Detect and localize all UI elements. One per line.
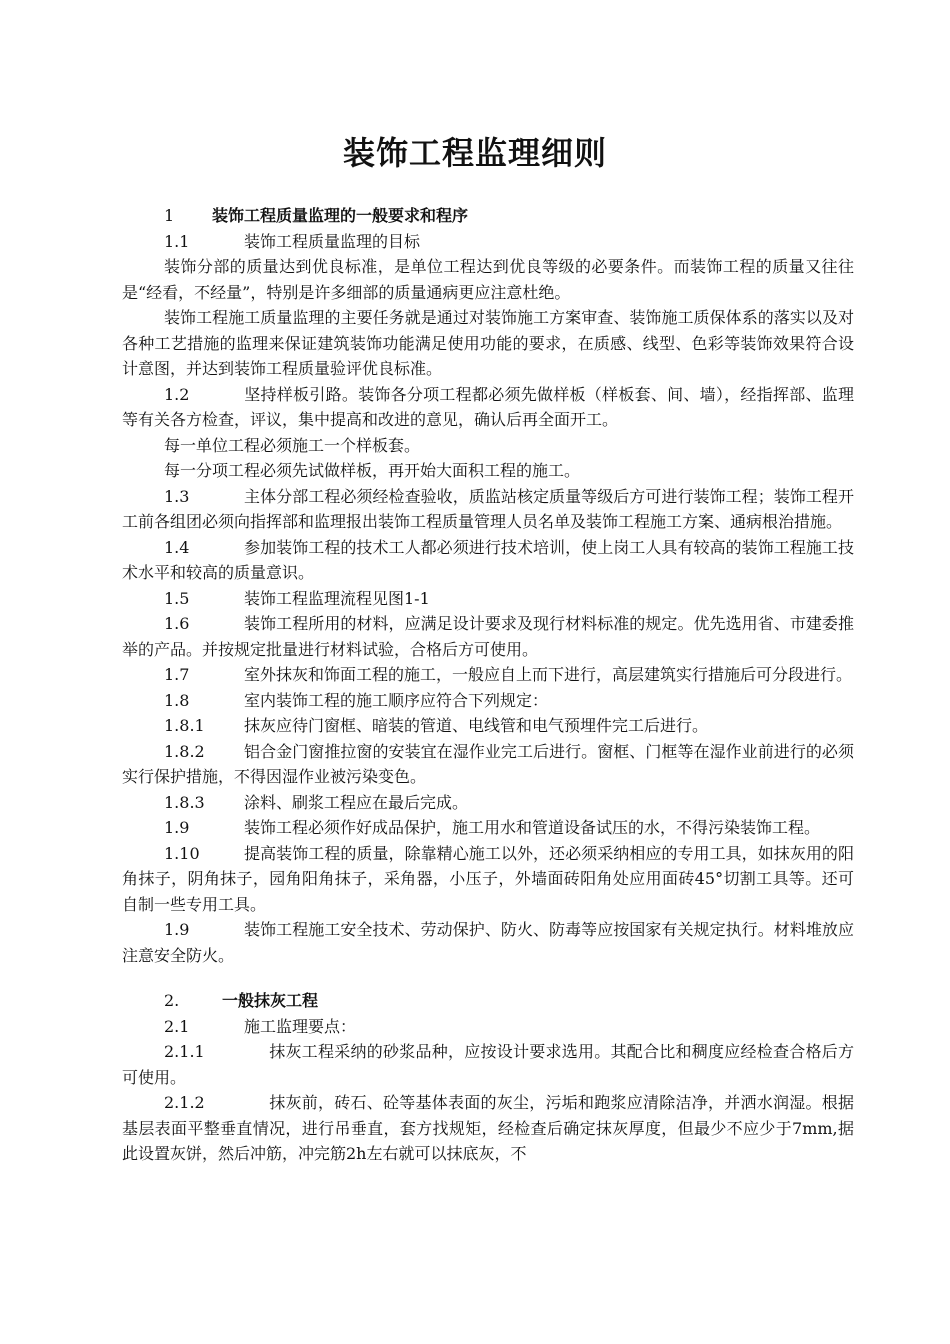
clause-text: 提高装饰工程的质量，除靠精心施工以外，还必须采纳相应的专用工具，如抹灰用的阳角抹子，阴角抹子，园角阳角抹子，采角器，小压子，外墙面砖阳角处应用面砖45°切割工具等。还可自制一些专用工具。: [122, 843, 854, 914]
clause-text: 装饰分部的质量达到优良标准，是单位工程达到优良等级的必要条件。而装饰工程的质量又往往是“经看，不经量”，特别是许多细部的质量通病更应注意杜绝。: [122, 257, 854, 302]
paragraph: [122, 382, 854, 433]
clause-text: 室外抹灰和饰面工程的施工，一般应自上而下进行，高层建筑实行措施后可分段进行。: [244, 665, 853, 684]
clause-number: 1.1: [164, 231, 190, 251]
clause-number: 1.9: [164, 920, 190, 939]
paragraph: [122, 433, 854, 459]
paragraph: [122, 305, 854, 382]
section-title: 一般抹灰工程: [222, 991, 319, 1010]
paragraph: [122, 1014, 854, 1040]
clause-number: 1.9: [164, 818, 190, 837]
clause-number: 1.8.2: [164, 741, 205, 761]
paragraph: [122, 713, 854, 739]
clause-text: 装饰工程施工质量监理的主要任务就是通过对装饰施工方案审查、装饰施工质保体系的落实以及对各种工艺措施的监理来保证建筑装饰功能满足使用功能的要求，在质感、线型、色彩等装饰效果符合设计意图，并达到装饰工程质量验评优良标准。: [122, 308, 854, 378]
clause-number: 1.10: [164, 843, 200, 863]
clause-number: 1.6: [164, 614, 190, 633]
clause-number: 1.2: [164, 384, 190, 404]
document-title: 装饰工程监理细则: [342, 134, 607, 172]
clause-text: 主体分部工程必须经检查验收，质监站核定质量等级后方可进行装饰工程；装饰工程开工前各组团必须向指挥部和监理报出装饰工程质量管理人员名单及装饰工程施工方案、通病根治措施。: [122, 486, 854, 531]
clause-number: 2.1: [164, 1016, 190, 1036]
paragraph: [122, 662, 854, 688]
paragraph: [122, 535, 854, 586]
paragraph: [122, 611, 854, 662]
paragraph: [122, 1090, 854, 1167]
clause-text: 坚持样板引路。装饰各分项工程都必须先做样板（样板套、间、墙），经指挥部、监理等有关各方检查，评议，集中提高和改进的意见，确认后再全面开工。: [122, 384, 854, 429]
clause-text: 抹灰应待门窗框、暗装的管道、电线管和电气预埋件完工后进行。: [244, 716, 709, 735]
paragraph: [122, 458, 854, 484]
section-number: 1: [164, 206, 175, 225]
clause-number: 2.1.2: [164, 1093, 205, 1112]
paragraph: [122, 254, 854, 305]
paragraph: [122, 841, 854, 918]
clause-text: 参加装饰工程的技术工人都必须进行技术培训，使上岗工人具有较高的装饰工程施工技术水平和较高的质量意识。: [122, 537, 854, 582]
clause-text: 每一分项工程必须先试做样板，再开始大面积工程的施工。: [164, 461, 581, 480]
clause-text: 装饰工程必须作好成品保护，施工用水和管道设备试压的水，不得污染装饰工程。: [244, 818, 821, 837]
clause-text: 装饰工程施工安全技术、劳动保护、防火、防毒等应按国家有关规定执行。材料堆放应注意安全防火。: [122, 920, 854, 965]
clause-text: 每一单位工程必须施工一个样板套。: [164, 435, 421, 455]
section-title: 装饰工程质量监理的一般要求和程序: [212, 206, 469, 225]
clause-number: 1.8.3: [164, 792, 205, 812]
clause-text: 装饰工程质量监理的目标: [244, 231, 421, 251]
paragraph: [122, 790, 854, 816]
clause-text: 涂料、刷浆工程应在最后完成。: [244, 792, 469, 812]
clause-number: 1.3: [164, 486, 190, 506]
clause-text: 抹灰工程采纳的砂浆品种，应按设计要求选用。其配合比和稠度应经检查合格后方可使用。: [122, 1042, 854, 1087]
section-number: 2.: [164, 991, 180, 1010]
section-gap: [122, 968, 854, 988]
clause-text: 室内装饰工程的施工顺序应符合下列规定：: [244, 690, 549, 710]
clause-number: 1.8: [164, 690, 190, 710]
clause-number: 1.4: [164, 537, 190, 557]
paragraph: [122, 739, 854, 790]
paragraph: [122, 917, 854, 968]
paragraph: [122, 815, 854, 841]
clause-text: 抹灰前，砖石、砼等基体表面的灰尘，污垢和跑浆应清除洁净，并洒水润湿。根据基层表面平整垂直情况，进行吊垂直，套方找规矩，经检查后确定抹灰厚度，但最少不应少于7mm,据此设置灰饼，然后冲筋，冲完筋2h左右就可以抹底灰，不: [122, 1093, 854, 1163]
paragraph: [122, 484, 854, 535]
clause-number: 1.5: [164, 588, 190, 608]
paragraph: [122, 688, 854, 714]
clause-text: 铝合金门窗推拉窗的安装宜在湿作业完工后进行。窗框、门框等在湿作业前进行的必须实行保护措施，不得因湿作业被污染变色。: [122, 741, 854, 786]
clause-number: 1.7: [164, 665, 190, 684]
paragraph: [122, 586, 854, 612]
paragraph: [122, 1039, 854, 1090]
clause-text: 施工监理要点：: [244, 1016, 357, 1036]
document-body: [122, 203, 854, 1167]
paragraph: [122, 229, 854, 255]
clause-number: 2.1.1: [164, 1042, 205, 1061]
clause-text: 装饰工程所用的材料，应满足设计要求及现行材料标准的规定。优先选用省、市建委推举的产品。并按规定批量进行材料试验，合格后方可使用。: [122, 614, 854, 659]
section-heading-1: [122, 203, 854, 229]
clause-text: 装饰工程监理流程见图1-1: [244, 588, 430, 608]
clause-number: 1.8.1: [164, 716, 205, 735]
section-heading-2: [122, 988, 854, 1014]
